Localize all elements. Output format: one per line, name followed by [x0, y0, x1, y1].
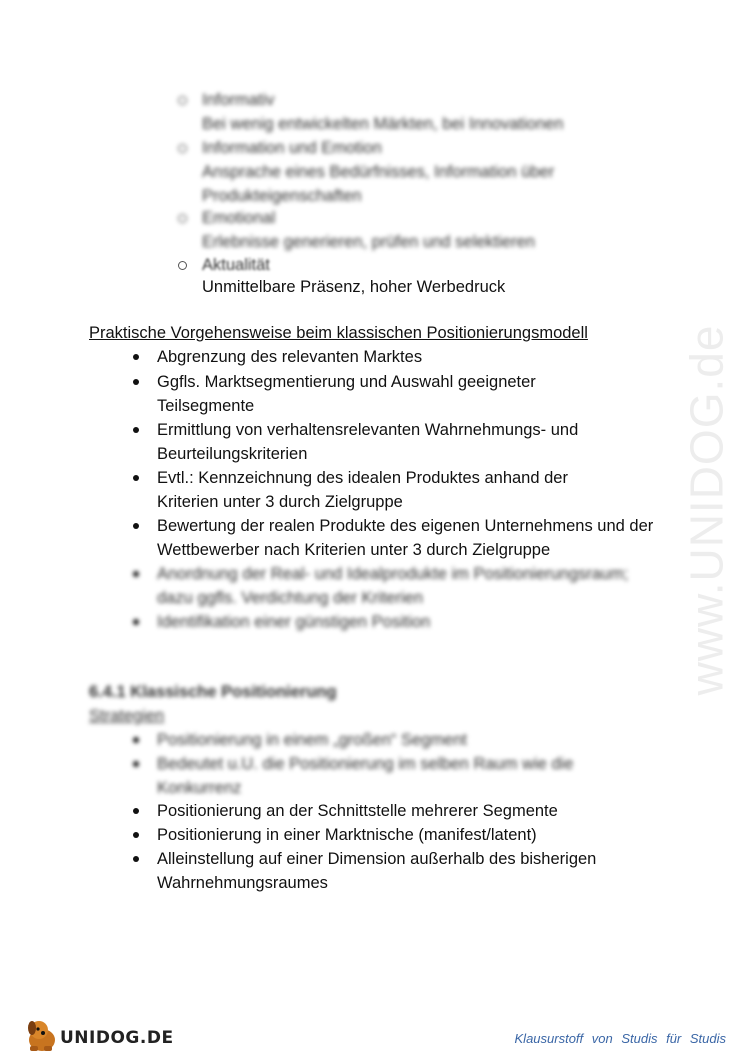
subitem-title: Informativ	[202, 91, 275, 109]
list-item-text: Positionierung an der Schnittstelle mehrerer Segmente	[157, 802, 558, 820]
list-item-text: Alleinstellung auf einer Dimension außerhalb des bisherigen Wahrnehmungsraumes	[157, 850, 597, 892]
bullet-dot-icon	[133, 761, 139, 767]
bullet-dot-icon	[133, 379, 139, 385]
list-item-text: Positionierung in einem „großen“ Segment	[157, 731, 467, 749]
watermark-text: www.UNIDOG.de	[680, 324, 733, 696]
list-item-text: Anordnung der Real- und Idealprodukte im Positionierungsraum; dazu ggfls. Verdichtung der Kriterien	[157, 565, 629, 607]
list-item-text: Identifikation einer günstigen Position	[157, 613, 431, 631]
subitem-desc: Ansprache eines Bedürfnisses, Information über	[202, 163, 555, 181]
list-item-text: Bewertung der realen Produkte des eigenen Unternehmens und der Wettbewerber nach Kriterien unter 3 durch Zielgruppe	[157, 517, 654, 559]
section-heading-vorgehensweise: Praktische Vorgehensweise beim klassischen Positionierungsmodell	[89, 324, 588, 342]
list-item-text: Ggfls. Marktsegmentierung und Auswahl geeigneter Teilsegmente	[157, 373, 536, 415]
bullet-dot-icon	[133, 619, 139, 625]
watermark	[676, 280, 736, 740]
list-item-text: Evtl.: Kennzeichnung des idealen Produktes anhand der Kriterien unter 3 durch Zielgruppe	[157, 469, 568, 511]
circle-bullet-icon	[178, 261, 187, 270]
list-item-text: Positionierung in einer Marktnische (manifest/latent)	[157, 826, 537, 844]
circle-bullet-icon	[178, 144, 187, 153]
subitem-desc: Bei wenig entwickelten Märkten, bei Innovationen	[202, 115, 564, 133]
section-heading-klassische-positionierung: 6.4.1 Klassische Positionierung	[89, 683, 337, 701]
unidog-logo	[22, 1016, 174, 1054]
logo-text: UNIDOG.DE	[60, 1028, 174, 1048]
list-item-text: Abgrenzung des relevanten Marktes	[157, 348, 423, 366]
bullet-dot-icon	[133, 808, 139, 814]
list-item-text: Ermittlung von verhaltensrelevanten Wahrnehmungs- und Beurteilungskriterien	[157, 421, 579, 463]
bullet-dot-icon	[133, 475, 139, 481]
bullet-dot-icon	[133, 523, 139, 529]
subitem-desc: Erlebnisse generieren, prüfen und selektieren	[202, 233, 535, 251]
dog-icon	[22, 1016, 62, 1054]
subitem-title: Emotional	[202, 209, 276, 227]
subitem-title: Information und Emotion	[202, 139, 382, 157]
subheading-strategien: Strategien	[89, 707, 165, 725]
subitem-desc: Produkteigenschaften	[202, 187, 362, 205]
bullet-dot-icon	[133, 832, 139, 838]
footer-tagline: Klausurstoff von Studis für Studis	[514, 1031, 726, 1046]
bullet-dot-icon	[133, 571, 139, 577]
subitem-desc: Unmittelbare Präsenz, hoher Werbedruck	[202, 278, 506, 296]
circle-bullet-icon	[178, 214, 187, 223]
bullet-dot-icon	[133, 856, 139, 862]
subitem-title: Aktualität	[202, 256, 270, 274]
list-item-text: Bedeutet u.U. die Positionierung im selben Raum wie die Konkurrenz	[157, 755, 574, 797]
bullet-dot-icon	[133, 427, 139, 433]
circle-bullet-icon	[178, 96, 187, 105]
bullet-dot-icon	[133, 737, 139, 743]
bullet-dot-icon	[133, 354, 139, 360]
